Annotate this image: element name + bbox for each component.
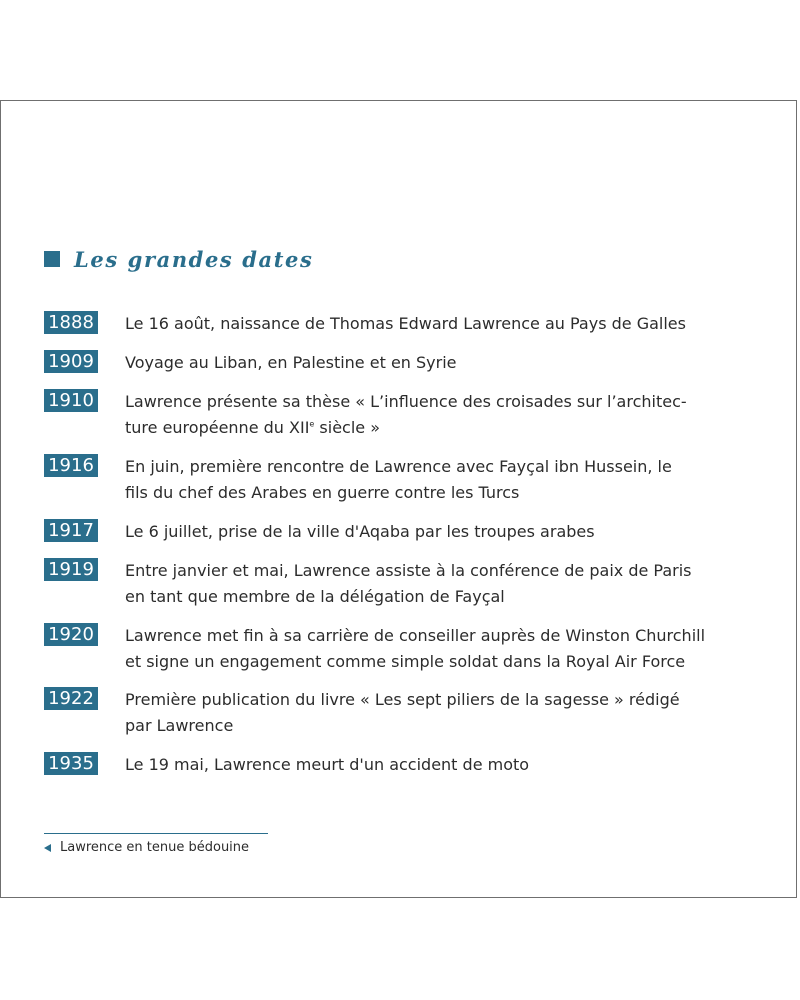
year-badge: 1910 — [44, 389, 98, 412]
entry-line: Le 6 juillet, prise de la ville d'Aqaba par les troupes arabes — [125, 522, 595, 541]
entry-line: Entre janvier et mai, Lawrence assiste à la conférence de paix de Paris — [125, 561, 692, 580]
entry-line-text: ture européenne du XII — [125, 418, 310, 437]
entry-line: Lawrence présente sa thèse « L’influence des croisades sur l’architec- — [125, 392, 687, 411]
entry-description — [125, 389, 765, 441]
entry-description — [125, 311, 765, 337]
left-triangle-icon — [44, 844, 51, 852]
year-badge: 1922 — [44, 687, 98, 710]
entry-line: fils du chef des Arabes en guerre contre les Turcs — [125, 483, 520, 502]
entry-line — [125, 415, 765, 441]
year-badge: 1919 — [44, 558, 98, 581]
square-bullet-icon — [44, 251, 60, 267]
section-heading — [44, 246, 313, 272]
entry-description — [125, 687, 765, 739]
entry-line: Le 19 mai, Lawrence meurt d'un accident de moto — [125, 755, 530, 774]
entry-description — [125, 519, 765, 545]
entry-line: Première publication du livre « Les sept piliers de la sagesse » rédigé — [125, 690, 680, 709]
entry-line: Lawrence met fin à sa carrière de conseiller auprès de Winston Churchill — [125, 626, 706, 645]
entry-line: par Lawrence — [125, 716, 234, 735]
year-badge: 1888 — [44, 311, 98, 334]
entry-description — [125, 558, 765, 610]
entry-description — [125, 350, 765, 376]
section-title: Les grandes dates — [74, 246, 314, 272]
caption-text: Lawrence en tenue bédouine — [60, 840, 250, 855]
entry-line: en tant que membre de la délégation de Fayçal — [125, 587, 505, 606]
entry-description — [125, 454, 765, 506]
year-badge: 1916 — [44, 454, 98, 477]
entry-line: Le 16 août, naissance de Thomas Edward Lawrence au Pays de Galles — [125, 314, 686, 333]
year-badge: 1917 — [44, 519, 98, 542]
image-caption — [44, 840, 249, 855]
year-badge: 1935 — [44, 752, 98, 775]
entry-line: et signe un engagement comme simple soldat dans la Royal Air Force — [125, 652, 686, 671]
year-badge: 1909 — [44, 350, 98, 373]
caption-divider — [44, 833, 268, 834]
entry-description — [125, 752, 765, 778]
entry-line: Voyage au Liban, en Palestine et en Syrie — [125, 353, 457, 372]
superscript: e — [309, 419, 315, 429]
year-badge: 1920 — [44, 623, 98, 646]
entry-line: En juin, première rencontre de Lawrence avec Fayçal ibn Hussein, le — [125, 457, 672, 476]
entry-line-text: siècle » — [314, 418, 380, 437]
entry-description — [125, 623, 765, 675]
